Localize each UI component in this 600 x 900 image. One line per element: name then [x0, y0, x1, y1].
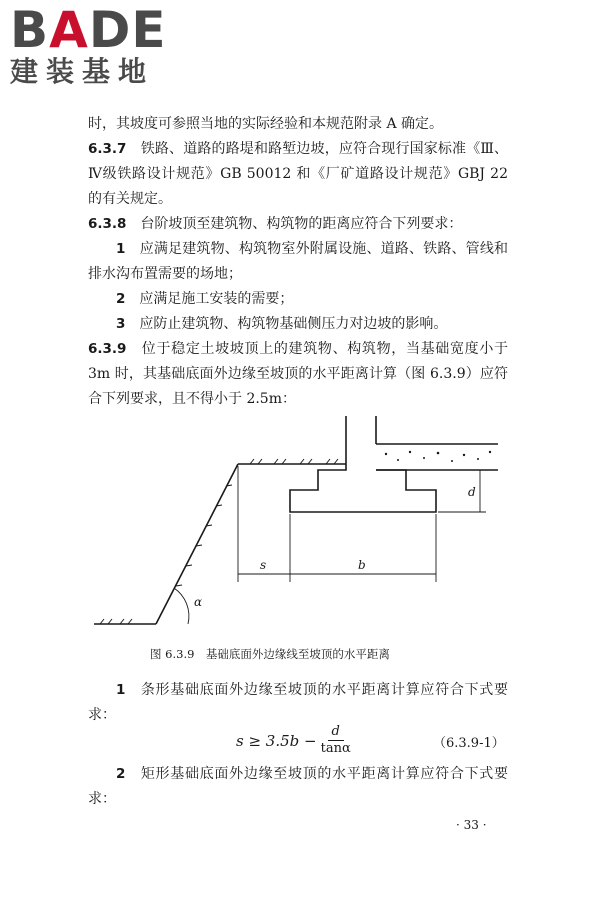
logo-wordmark: BADE: [10, 1, 167, 59]
clause-6-3-7: 6.3.7 铁路、道路的路堤和路堑边坡，应符合现行国家标准《Ⅲ、Ⅳ级铁路设计规范》GB 50012 和《厂矿道路设计规范》GBJ 22 的有关规定。: [88, 141, 509, 207]
formula-fraction: $\frac{d}{\tan\alpha}$: [320, 724, 351, 756]
formula-lhs: s ≥ 3.5b −: [236, 731, 317, 750]
requirement-2: 2 矩形基础底面外边缘至坡顶的水平距离计算应符合下式要求：: [88, 766, 509, 807]
clause-6-3-9: 6.3.9 位于稳定土坡坡顶上的建筑物、构筑物，当基础宽度小于 3m 时，其基础底面外边缘至坡顶的水平距离计算（图 6.3.9）应符合下列要求，且不得小于 2.5m：: [88, 341, 509, 407]
clause-6-3-8-item-2: 2 应满足施工安装的需要；: [116, 291, 294, 307]
angle-alpha-arc: [174, 588, 189, 624]
page-number: · 33 ·: [456, 818, 487, 832]
concrete-texture: [385, 451, 491, 462]
logo-subtitle: 建装基地: [10, 55, 155, 88]
dim-d-label: d: [468, 485, 476, 499]
paragraph-continuation: 时，其坡度可参照当地的实际经验和本规范附录 A 确定。: [88, 116, 444, 132]
footing-outline: [290, 464, 436, 512]
figure-caption: 图 6.3.9 基础底面外边缘线至坡顶的水平距离: [150, 647, 390, 661]
formula-6-3-9-1: [236, 724, 351, 757]
formula-number: （6.3.9-1）: [433, 736, 505, 751]
figure-slope-foundation: [88, 406, 508, 636]
clause-6-3-8: 6.3.8 台阶坡顶至建筑物、构筑物的距离应符合下列要求：: [88, 216, 463, 232]
body-text: [88, 112, 508, 412]
clause-6-3-8-item-3: 3 应防止建筑物、构筑物基础侧压力对边坡的影响。: [116, 316, 448, 332]
dim-b-label: b: [358, 558, 366, 572]
requirement-1: 1 条形基础底面外边缘至坡顶的水平距离计算应符合下式要求：: [88, 682, 509, 723]
clause-6-3-8-item-1: 1 应满足建筑物、构筑物室外附属设施、道路、铁路、管线和排水沟布置需要的场地；: [88, 241, 509, 282]
angle-alpha-label: α: [194, 595, 203, 609]
dim-s-label: s: [260, 558, 267, 572]
bade-logo: [10, 1, 175, 88]
soil-hatching: [100, 459, 338, 624]
